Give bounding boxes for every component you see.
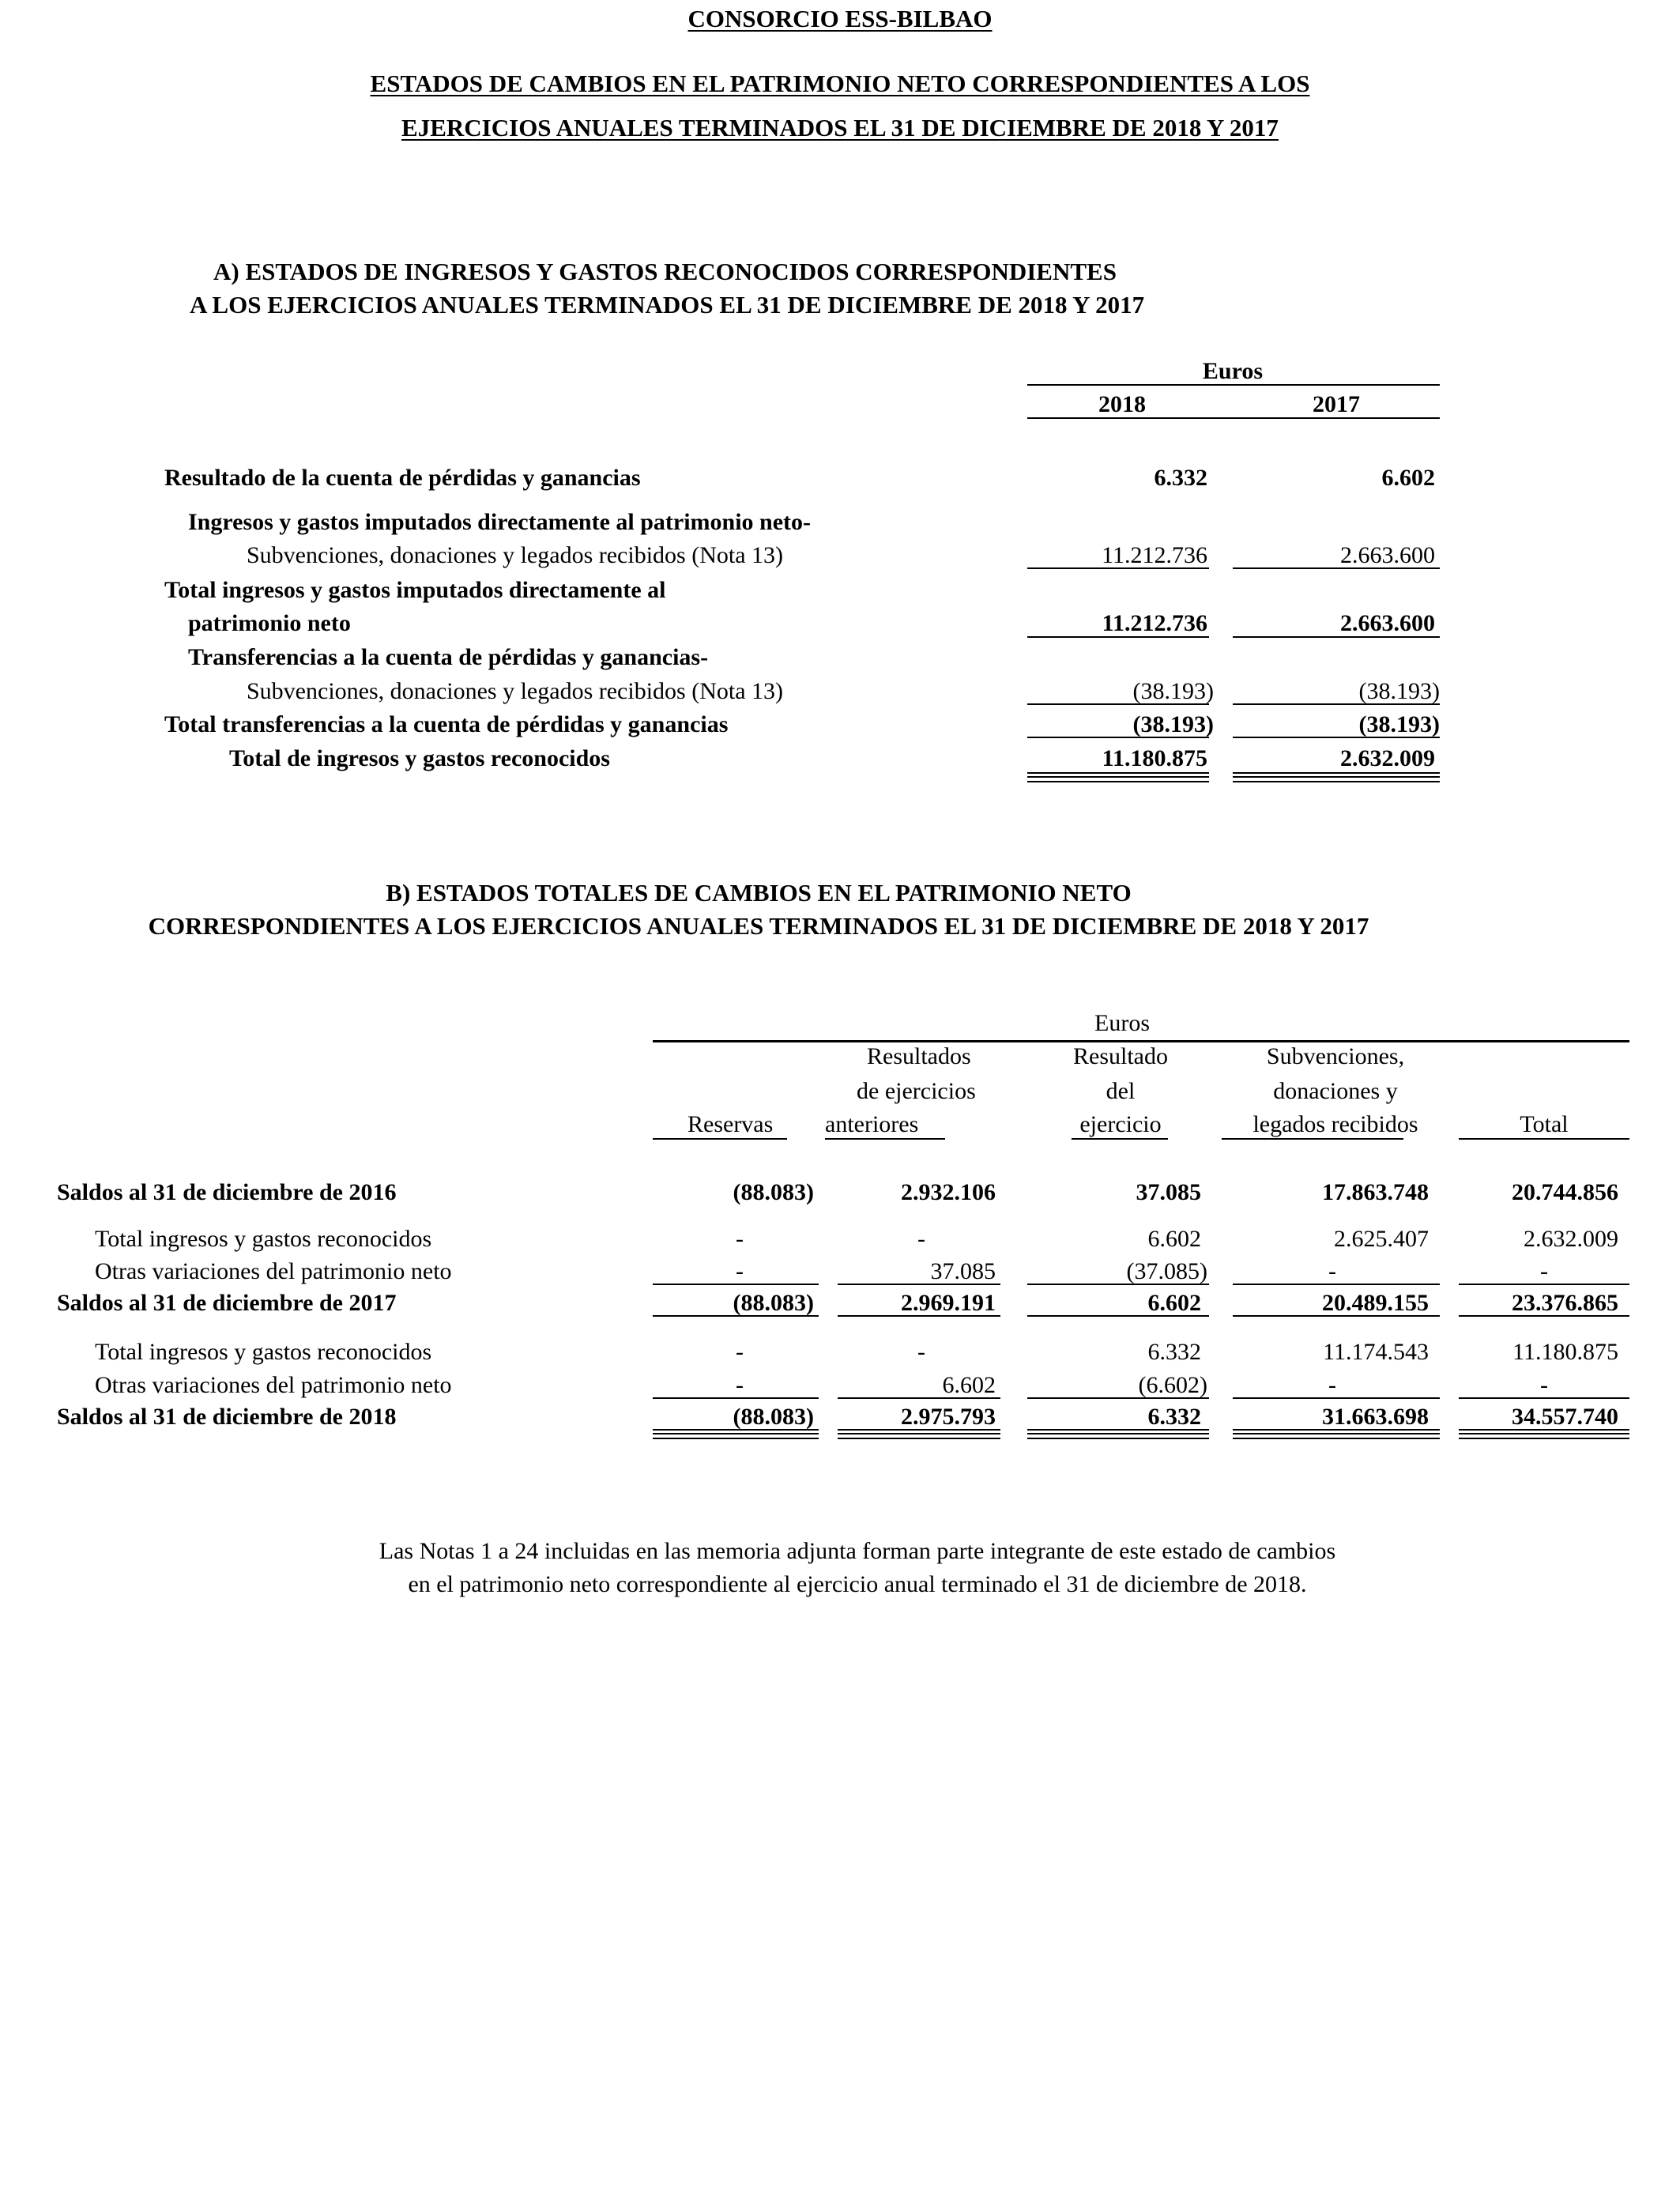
otras-variaciones-2018-total: - [1540,1372,1548,1398]
otras-variaciones-2018-res-ej: (6.602) [1138,1372,1207,1398]
row-resultado-label: Resultado de la cuenta de pérdidas y ganancias [164,465,641,491]
saldos-2017-total: 23.376.865 [1512,1290,1618,1316]
row-total-imputados-2018: 11.212.736 [1102,610,1207,636]
rule-2017-res-ant [838,1284,1000,1285]
rule-2018-reservas [653,1397,819,1399]
otras-variaciones-2018-subv: - [1328,1372,1336,1398]
page-title-line2: EJERCICIOS ANUALES TERMINADOS EL 31 DE DICIEMBRE DE 2018 Y 2017 [401,114,1279,141]
row-transf-subvenciones-label: Subvenciones, donaciones y legados recibidos (Nota 13) [247,678,783,704]
otras-variaciones-2017-res-ant: 37.085 [930,1258,996,1284]
company-name: CONSORCIO ESS-BILBAO [687,5,993,32]
rule-subvenciones-2018 [1027,567,1209,569]
otras-variaciones-2017-reservas: - [736,1258,744,1284]
rule-2018-total [1459,1397,1629,1399]
saldos-2018-res-ej: 6.332 [1147,1404,1201,1430]
header-res-ant-1: Resultados [867,1043,971,1069]
reconocidos-2017-label: Total ingresos y gastos reconocidos [95,1226,432,1252]
header-subv-2: donaciones y [1273,1078,1398,1104]
row-total-transferencias-2018: (38.193) [1132,711,1214,737]
row-total-reconocidos-2018: 11.180.875 [1102,745,1207,771]
saldos-2018-res-ant: 2.975.793 [901,1404,996,1430]
otras-variaciones-2018-reservas: - [736,1372,744,1398]
rule-transferencias-2017 [1233,737,1440,738]
saldos-2016-reservas: (88.083) [733,1179,814,1205]
rule-saldos2017-total [1459,1315,1629,1317]
section-a-col-2017: 2017 [1313,391,1360,417]
rule-saldos2017-res-ant [838,1315,1000,1317]
section-b-title-line2: CORRESPONDIENTES A LOS EJERCICIOS ANUALES TERMINADOS EL 31 DE DICIEMBRE DE 2018 Y 2017 [148,912,1369,940]
header-reservas: Reservas [687,1111,774,1137]
saldos-2017-res-ej: 6.602 [1147,1290,1201,1316]
rule-2017-res-ej [1027,1284,1209,1285]
reconocidos-2018-reservas: - [736,1339,744,1365]
saldos-2018-label: Saldos al 31 de diciembre de 2018 [57,1404,397,1430]
section-a-title-line1: A) ESTADOS DE INGRESOS Y GASTOS RECONOCIDOS CORRESPONDIENTES [213,258,1117,285]
saldos-2016-res-ant: 2.932.106 [901,1179,996,1205]
rule-reconocidos-2018 [1027,772,1209,774]
page-title-line1: ESTADOS DE CAMBIOS EN EL PATRIMONIO NETO CORRESPONDIENTES A LOS [370,70,1310,97]
saldos-2018-subv: 31.663.698 [1322,1404,1429,1430]
double-rule-2018-subv [1233,1433,1440,1439]
saldos-2016-res-ej: 37.085 [1136,1179,1201,1205]
reconocidos-2017-res-ant: - [917,1226,925,1252]
row-total-transferencias-label: Total transferencias a la cuenta de pérdidas y ganancias [164,711,729,737]
reconocidos-2017-reservas: - [736,1226,744,1252]
rule-imputados-2018 [1027,636,1209,638]
header-total: Total [1520,1111,1569,1137]
hdr-rule-res-ej [1072,1138,1168,1140]
row-transferencias-heading: Transferencias a la cuenta de pérdidas y ganancias- [188,644,709,670]
section-b-title-line1: B) ESTADOS TOTALES DE CAMBIOS EN EL PATRIMONIO NETO [386,879,1132,907]
otras-variaciones-2018-label: Otras variaciones del patrimonio neto [95,1372,452,1398]
rule-saldos2017-res-ej [1027,1315,1209,1317]
row-ingresos-heading: Ingresos y gastos imputados directamente al patrimonio neto- [188,509,812,535]
row-resultado-2018: 6.332 [1154,465,1207,491]
otras-variaciones-2017-res-ej: (37.085) [1126,1258,1207,1284]
section-a-col-2018: 2018 [1098,391,1146,417]
footer-note-line1: Las Notas 1 a 24 incluidas en las memoria adjunta forman parte integrante de este estado de cambios [379,1538,1336,1564]
row-resultado-2017: 6.602 [1381,465,1435,491]
saldos-2017-reservas: (88.083) [733,1290,814,1316]
row-total-reconocidos-label: Total de ingresos y gastos reconocidos [229,745,610,771]
reconocidos-2017-total: 2.632.009 [1524,1226,1618,1252]
reconocidos-2018-subv: 11.174.543 [1323,1339,1429,1365]
reconocidos-2018-total: 11.180.875 [1512,1339,1618,1365]
row-subvenciones-2017: 2.663.600 [1340,542,1435,568]
section-b-units-rule [653,1040,1629,1042]
saldos-2018-total: 34.557.740 [1512,1404,1618,1430]
otras-variaciones-2017-total: - [1540,1258,1548,1284]
double-rule-2018-reservas [653,1433,819,1439]
footer-note-line2: en el patrimonio neto correspondiente al ejercicio anual terminado el 31 de diciembre de 2018. [408,1571,1307,1597]
double-rule-2018-res-ant [838,1433,1000,1439]
row-subvenciones-2018: 11.212.736 [1102,542,1207,568]
rule-transf-subv-2017 [1233,703,1440,705]
header-res-ant-3: anteriores [825,1111,919,1137]
rule-reconocidos-2017 [1233,772,1440,774]
section-b-units: Euros [1094,1010,1150,1036]
reconocidos-2018-label: Total ingresos y gastos reconocidos [95,1339,432,1365]
rule-saldos2018-res-ej [1027,1429,1209,1431]
double-rule-reconocidos-2018 [1027,776,1209,782]
rule-2017-total [1459,1284,1629,1285]
header-subv-3: legados recibidos [1252,1111,1418,1137]
rule-2017-reservas [653,1284,819,1285]
hdr-rule-res-ant [825,1138,945,1140]
rule-saldos2017-subv [1233,1315,1440,1317]
reconocidos-2017-res-ej: 6.602 [1147,1226,1201,1252]
row-total-transferencias-2017: (38.193) [1358,711,1440,737]
section-a-units: Euros [1202,358,1264,384]
rule-saldos2018-reservas [653,1429,819,1431]
saldos-2017-label: Saldos al 31 de diciembre de 2017 [57,1290,397,1316]
double-rule-reconocidos-2017 [1233,776,1440,782]
otras-variaciones-2018-res-ant: 6.602 [942,1372,996,1398]
rule-2018-res-ant [838,1397,1000,1399]
rule-2018-subv [1233,1397,1440,1399]
rule-saldos2018-total [1459,1429,1629,1431]
row-transf-subvenciones-2017: (38.193) [1358,678,1440,704]
reconocidos-2018-res-ant: - [917,1339,925,1365]
saldos-2016-subv: 17.863.748 [1322,1179,1429,1205]
header-res-ant-2: de ejercicios [857,1078,976,1104]
saldos-2016-total: 20.744.856 [1512,1179,1618,1205]
otras-variaciones-2017-label: Otras variaciones del patrimonio neto [95,1258,452,1284]
section-a-header-rule [1027,417,1440,419]
saldos-2016-label: Saldos al 31 de diciembre de 2016 [57,1179,397,1205]
section-a-units-rule [1027,384,1440,386]
row-subvenciones-label: Subvenciones, donaciones y legados recibidos (Nota 13) [247,542,783,568]
double-rule-2018-res-ej [1027,1433,1209,1439]
section-a-title-line2: A LOS EJERCICIOS ANUALES TERMINADOS EL 31 DE DICIEMBRE DE 2018 Y 2017 [190,291,1145,319]
rule-imputados-2017 [1233,636,1440,638]
reconocidos-2017-subv: 2.625.407 [1334,1226,1429,1252]
header-subv-1: Subvenciones, [1266,1043,1405,1069]
row-total-imputados-2017: 2.663.600 [1340,610,1435,636]
rule-subvenciones-2017 [1233,567,1440,569]
rule-2017-subv [1233,1284,1440,1285]
row-total-imputados-label-1: Total ingresos y gastos imputados directamente al [164,577,666,603]
rule-2018-res-ej [1027,1397,1209,1399]
row-total-imputados-label-2: patrimonio neto [188,610,351,636]
saldos-2018-reservas: (88.083) [733,1404,814,1430]
otras-variaciones-2017-subv: - [1328,1258,1336,1284]
double-rule-2018-total [1459,1433,1629,1439]
header-res-ej-3: ejercicio [1079,1111,1162,1137]
saldos-2017-subv: 20.489.155 [1322,1290,1429,1316]
rule-transferencias-2018 [1027,737,1209,738]
rule-transf-subv-2018 [1027,703,1209,705]
rule-saldos2017-reservas [653,1315,819,1317]
header-res-ej-1: Resultado [1073,1043,1168,1069]
hdr-rule-reservas [653,1138,787,1140]
saldos-2017-res-ant: 2.969.191 [901,1290,996,1316]
header-res-ej-2: del [1106,1078,1136,1104]
row-total-reconocidos-2017: 2.632.009 [1340,745,1435,771]
rule-saldos2018-subv [1233,1429,1440,1431]
hdr-rule-subv [1222,1138,1403,1140]
row-transf-subvenciones-2018: (38.193) [1132,678,1214,704]
rule-saldos2018-res-ant [838,1429,1000,1431]
hdr-rule-total [1459,1138,1629,1140]
reconocidos-2018-res-ej: 6.332 [1147,1339,1201,1365]
